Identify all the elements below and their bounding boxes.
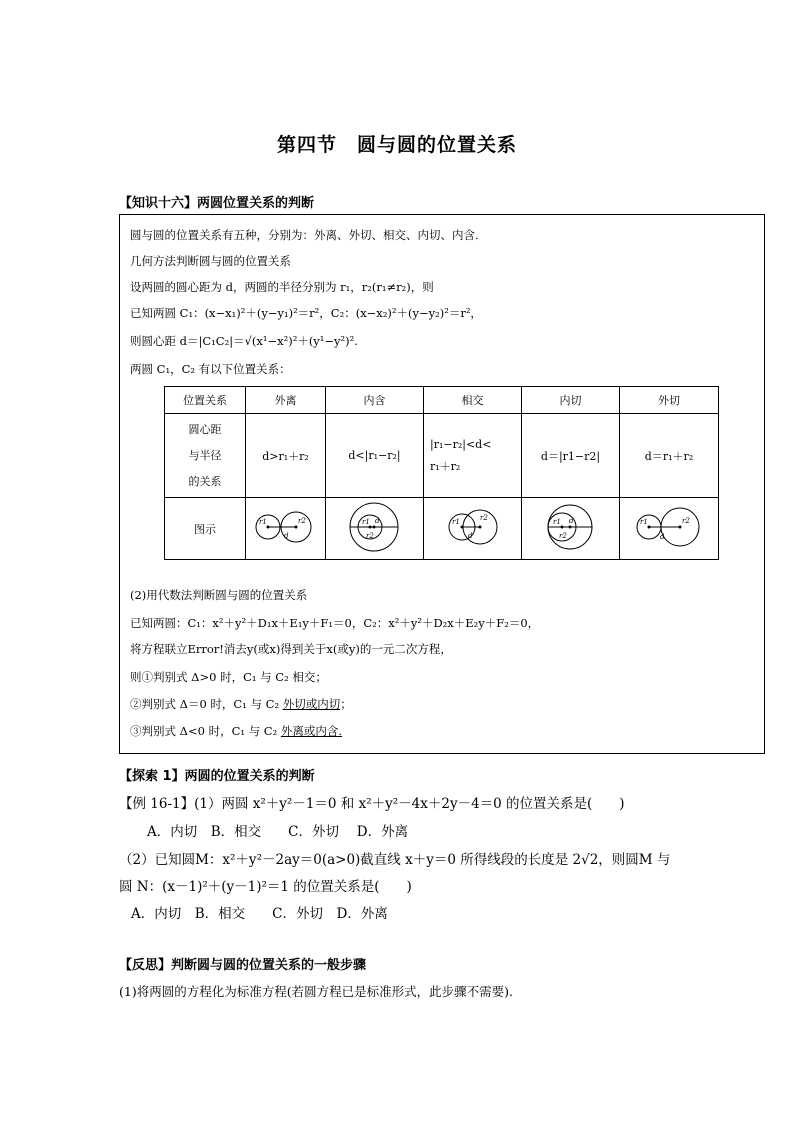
example-2-line-2: 圆 N：(x－1)²＋(y－1)²＝1 的位置关系是( ) (119, 879, 412, 895)
svg-text:r2: r2 (366, 532, 374, 540)
svg-text:d: d (569, 517, 574, 525)
knowledge-line-9: 将方程联立Error!消去y(或x)得到关于x(或y)的一元二次方程， (130, 642, 452, 656)
underlined-answer: 外切或内切 (282, 697, 341, 711)
knowledge-line-1: 圆与圆的位置关系有五种，分别为：外离、外切、相交、内切、内含. (130, 228, 479, 242)
knowledge-line-11: ②判别式 Δ＝0 时，C₁ 与 C₂ 外切或内切； (130, 697, 352, 711)
knowledge-line-4: 已知两圆 C₁：(x−x₁)²＋(y−y₁)²＝r²，C₂：(x−x₂)²＋(y−y₂)²＝r²， (130, 306, 482, 320)
svg-text:d: d (660, 533, 665, 541)
svg-text:r2: r2 (559, 532, 567, 540)
reflect-header: 【反思】判断圆与圆的位置关系的一般步骤 (119, 958, 367, 973)
table-header: 相交 (424, 387, 522, 414)
svg-text:d: d (468, 532, 473, 540)
example-2-line-1: （2）已知圆M：x²＋y²－2ay＝0(a>0)截直线 x＋y＝0 所得线段的长度是 2√2，则圆M 与 (119, 852, 671, 868)
table-header: 外离 (246, 387, 326, 414)
svg-text:d: d (375, 517, 380, 525)
table-header: 位置关系 (165, 387, 246, 414)
table-header: 内含 (326, 387, 424, 414)
table-cell: d＝r₁＋r₂ (620, 414, 719, 498)
example-1-options: A．内切 B．相交 C．外切 D．外离 (147, 824, 409, 840)
svg-text:r1: r1 (640, 518, 648, 526)
table-cell: |r₁−r₂|<d< r₁＋r₂ (424, 414, 522, 498)
example-2-options: A．内切 B．相交 C．外切 D．外离 (131, 906, 388, 922)
table-cell: d＝|r1−r2| (522, 414, 620, 498)
table-header: 外切 (620, 387, 719, 414)
table-cell: d>r₁＋r₂ (246, 414, 326, 498)
svg-text:r2: r2 (480, 514, 488, 522)
knowledge-line-12: ③判别式 Δ<0 时，C₁ 与 C₂ 外离或内含. (130, 724, 343, 738)
example-1: 【例 16-1】(1）两圆 x²＋y²－1＝0 和 x²＋y²－4x＋2y－4＝0 的位置关系是( ) (119, 796, 625, 812)
svg-text:r2: r2 (682, 517, 690, 525)
diagram-internal-tangent (522, 498, 620, 560)
table-header: 内切 (522, 387, 620, 414)
page-title: 第四节 圆与圆的位置关系 (276, 134, 517, 156)
knowledge-box (119, 214, 765, 754)
knowledge-line-2: 几何方法判断圆与圆的位置关系 (130, 254, 291, 268)
knowledge-line-3: 设两圆的圆心距为 d，两圆的半径分别为 r₁，r₂(r₁≠r₂)，则 (130, 280, 434, 294)
diagram-contain (326, 498, 424, 560)
svg-text:r1: r1 (259, 518, 267, 526)
table-row-label: 圆心距 与半径 的关系 (165, 414, 246, 498)
knowledge-header: 【知识十六】两圆位置关系的判断 (119, 196, 315, 211)
knowledge-line-7: (2)用代数法判断圆与圆的位置关系 (130, 588, 308, 602)
relation-table (164, 386, 719, 560)
knowledge-line-6: 两圆 C₁，C₂ 有以下位置关系： (130, 362, 291, 376)
svg-text:r1: r1 (553, 518, 561, 526)
reflect-line-1: (1)将两圆的方程化为标准方程(若圆方程已是标准形式，此步骤不需要). (119, 984, 513, 999)
svg-text:r1: r1 (362, 518, 370, 526)
explore-header: 【探索 1】两圆的位置关系的判断 (119, 769, 315, 784)
knowledge-line-8: 已知两圆：C₁：x²＋y²＋D₁x＋E₁y＋F₁＝0，C₂：x²＋y²＋D₂x＋E₂y＋F₂＝0， (130, 616, 540, 630)
diagram-separate (246, 498, 326, 560)
table-cell: d<|r₁−r₂| (326, 414, 424, 498)
knowledge-line-5: 则圆心距 d＝|C₁C₂|＝√(x¹−x²)²＋(y¹−y²)². (130, 334, 358, 348)
diagram-external-tangent (620, 498, 719, 560)
table-row-label: 图示 (165, 498, 246, 560)
diagram-intersect (424, 498, 522, 560)
svg-text:r2: r2 (298, 517, 306, 525)
underlined-answer: 外离或内含. (280, 724, 343, 738)
svg-text:d: d (284, 532, 289, 540)
knowledge-line-10: 则①判别式 Δ>0 时，C₁ 与 C₂ 相交； (130, 670, 327, 684)
svg-text:r1: r1 (452, 518, 460, 526)
